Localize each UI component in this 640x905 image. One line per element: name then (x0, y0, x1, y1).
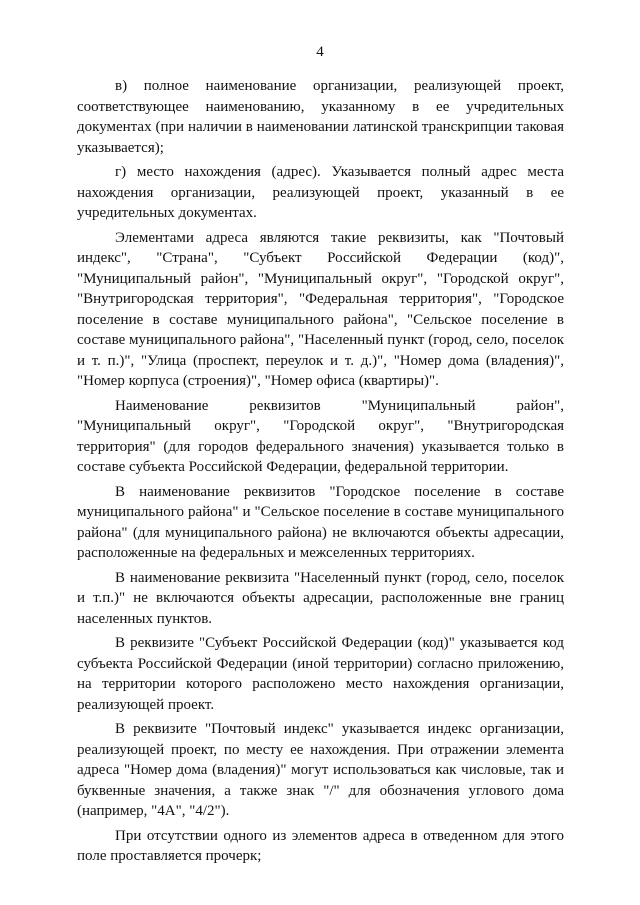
paragraph-dash-rule: При отсутствии одного из элементов адреса в отведенном для этого поле проставляется прочерк; (77, 827, 564, 864)
paragraph-settlement-requisites: В наименование реквизитов "Городское поселение в составе муниципального района" и "Сельское поселение в составе муниципального района" (для муниципального района) не включаются объекты адресации, расположенные на федеральных и межселенных территориях. (77, 483, 564, 561)
paragraph-municipal-requisites: Наименование реквизитов "Муниципальный район", "Муниципальный округ", "Городской округ", "Внутригородская территория" (для городов федерального значения) указывается только в составе субъекта Российской Федерации, федеральной территории. (77, 397, 564, 475)
document-body (77, 76, 564, 871)
paragraph-organization-name: в) полное наименование организации, реализующей проект, соответствующее наименованию, указанному в ее учредительных документах (при наличии в наименовании латинской транскрипции таковая указывается); (77, 78, 564, 156)
paragraph-postal-index: В реквизите "Почтовый индекс" указывается индекс организации, реализующей проект, по месту ее нахождения. При отражении элемента адреса "Номер дома (владения)" могут использоваться как числовые, так и буквенные значения, а также знак "/" для обозначения углового дома (например, "4А", "4/2"). (77, 721, 564, 819)
page-number: 4 (316, 44, 324, 60)
paragraph-region-code: В реквизите "Субъект Российской Федерации (код)" указывается код субъекта Российской Федерации (иной территории) согласно приложению, на территории которого расположено место нахождения организации, реализующей проект. (77, 635, 564, 713)
paragraph-address-elements: Элементами адреса являются такие реквизиты, как "Почтовый индекс", "Страна", "Субъект Российской Федерации (код)", "Муниципальный район", "Муниципальный округ", "Городской округ", "Внутригородская территория", "Федеральная территория", "Городское поселение в составе муниципального района", "Сельское поселение в составе муниципального района", "Населенный пункт (город, село, поселок и т. п.)", "Улица (проспект, переулок и т. д.)", "Номер дома (владения)", "Номер корпуса (строения)", "Номер офиса (квартиры)". (77, 229, 564, 389)
paragraph-locality-requisite: В наименование реквизита "Населенный пункт (город, село, поселок и т.п.)" не включаются объекты адресации, расположенные вне границ населенных пунктов. (77, 569, 564, 627)
paragraph-location-address: г) место нахождения (адрес). Указывается полный адрес места нахождения организации, реализующей проект, указанный в ее учредительных документах. (77, 164, 564, 221)
